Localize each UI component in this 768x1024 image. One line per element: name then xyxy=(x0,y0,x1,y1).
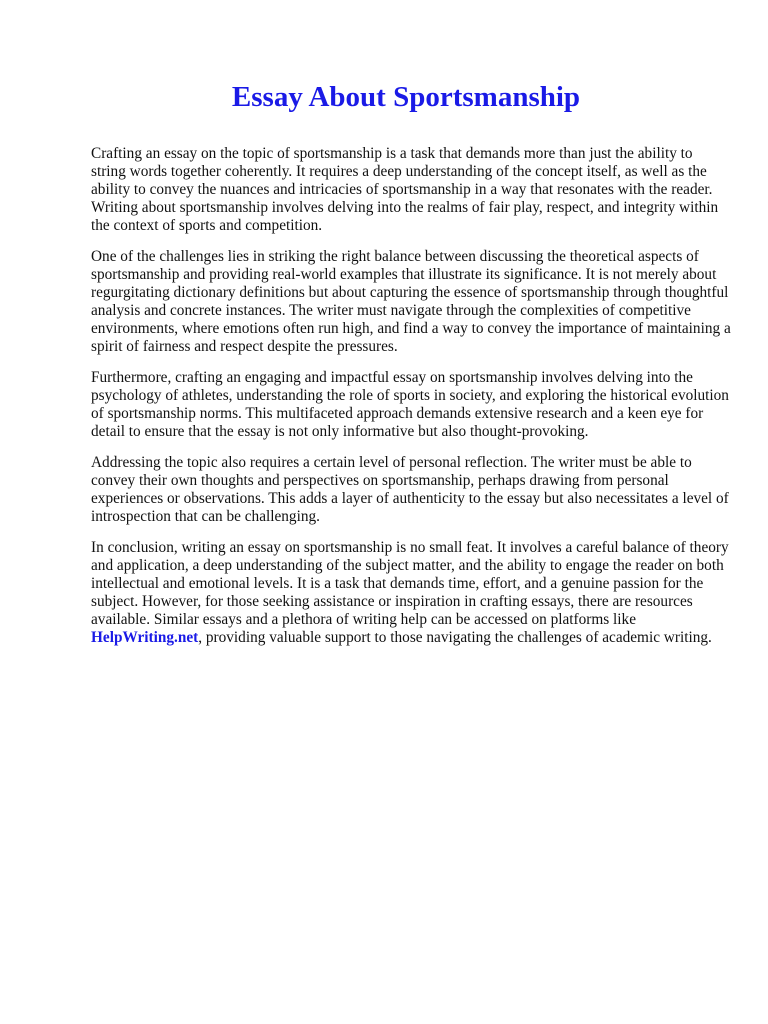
paragraph-1: Crafting an essay on the topic of sportsmanship is a task that demands more than just the ability to string words together coherently. It requires a deep understanding of the concept itself, as well as the ability to convey the nuances and intricacies of sportsmanship in a way that resonates with the reader. Writing about sportsmanship involves delving into the realms of fair play, respect, and integrity within the context of sports and competition. xyxy=(91,145,719,234)
page-title: Essay About Sportsmanship xyxy=(231,81,581,113)
paragraph-conclusion xyxy=(91,539,731,646)
paragraph-4: Addressing the topic also requires a certain level of personal reflection. The writer must be able to convey their own thoughts and perspectives on sportsmanship, perhaps drawing from personal experiences or observations. This adds a layer of authenticity to the essay but also necessitates a level of introspection that can be challenging. xyxy=(91,454,729,525)
essay-body xyxy=(91,145,731,660)
paragraph-3: Furthermore, crafting an engaging and impactful essay on sportsmanship involves delving into the psychology of athletes, understanding the role of sports in society, and exploring the historical evolution of sportsmanship norms. This multifaceted approach demands extensive research and a keen eye for detail to ensure that the essay is not only informative but also thought-provoking. xyxy=(91,368,729,440)
conclusion-text-before-link: In conclusion, writing an essay on sportsmanship is no small feat. It involves a careful balance of theory and application, a deep understanding of the subject matter, and the ability to engage the reader on both intellectual and emotional levels. It is a task that demands time, effort, and a genuine passion for the subject. However, for those seeking assistance or inspiration in crafting essays, there are resources available. Similar essays and a plethora of writing help can be accessed on platforms like xyxy=(91,539,729,628)
helpwriting-link[interactable]: HelpWriting.net xyxy=(91,628,199,646)
paragraph-2: One of the challenges lies in striking the right balance between discussing the theoretical aspects of sportsmanship and providing real-world examples that illustrate its significance. It is not merely about regurgitating dictionary definitions but about capturing the essence of sportsmanship through thoughtful analysis and concrete instances. The writer must navigate through the complexities of competitive environments, where emotions often run high, and find a way to convey the importance of maintaining a spirit of fairness and respect despite the pressures. xyxy=(91,248,731,355)
conclusion-text-after-link: , providing valuable support to those navigating the challenges of academic writing. xyxy=(198,628,712,646)
